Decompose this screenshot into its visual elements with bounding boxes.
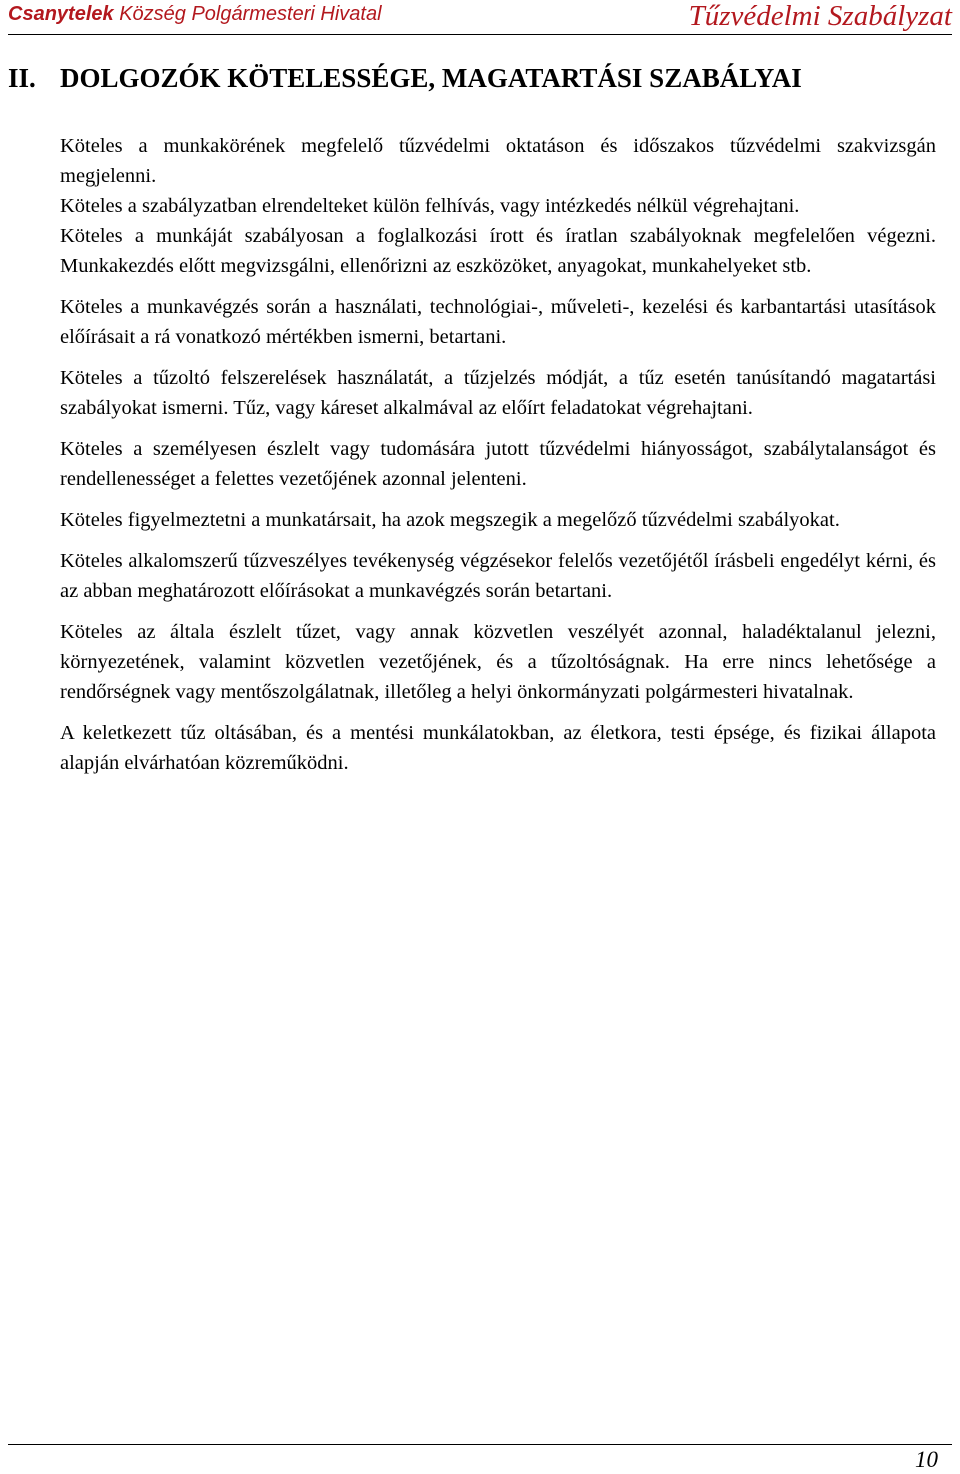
paragraph: Köteles a munkavégzés során a használati, technológiai-, műveleti-, kezelési és karbantartási utasítások előírásait a rá vonatkozó mértékben ismerni, betartani.: [60, 296, 936, 348]
header-document-title: Tűzvédelmi Szabályzat: [688, 0, 952, 32]
paragraph: A keletkezett tűz oltásában, és a mentési munkálatokban, az életkora, testi épsége, és fizikai állapota alapján elvárhatóan közreműködni.: [60, 722, 936, 774]
header-office: Község Polgármesteri Hivatal: [119, 3, 382, 25]
section-number: II.: [8, 63, 36, 93]
paragraph: Köteles figyelmeztetni a munkatársait, ha azok megszegik a megelőző tűzvédelmi szabályokat.: [60, 509, 840, 531]
paragraph: Köteles az általa észlelt tűzet, vagy annak közvetlen veszélyét azonnal, haladéktalanul jelezni, környezetének, valamint közvetlen vezetőjének, és a tűzoltóságnak. Ha erre nincs lehetősége a rendőrségnek vagy mentőszolgálatnak, illetőleg a helyi önkormányzati polgármesteri hivatalnak.: [60, 621, 936, 703]
header-office-name: [8, 3, 382, 26]
paragraph: Köteles a tűzoltó felszerelések használatát, a tűzjelzés módját, a tűz esetén tanúsítandó magatartási szabályokat ismerni. Tűz, vagy káreset alkalmával az előírt feladatokat végrehajtani.: [60, 367, 936, 419]
paragraph: Köteles a személyesen észlelt vagy tudomására jutott tűzvédelmi hiányosságot, szabálytalanságot és rendellenességet a felettes vezetőjének azonnal jelenteni.: [60, 438, 936, 490]
footer-divider: [8, 1444, 952, 1445]
page-number: 10: [915, 1447, 938, 1472]
paragraph: Köteles a munkakörének megfelelő tűzvédelmi oktatáson és időszakos tűzvédelmi szakvizsgán megjelenni.: [60, 135, 936, 187]
document-body: [60, 131, 936, 778]
paragraph: Köteles alkalomszerű tűzveszélyes tevékenység végzésekor felelős vezetőjétől írásbeli engedélyt kérni, és az abban meghatározott előírásokat a munkavégzés során betartani.: [60, 550, 936, 602]
section-heading: [8, 63, 802, 94]
paragraph: Köteles a szabályzatban elrendelteket külön felhívás, vagy intézkedés nélkül végrehajtani.: [60, 195, 800, 217]
header-brand: Csanytelek: [8, 3, 114, 25]
paragraph: Köteles a munkáját szabályosan a foglalkozási írott és íratlan szabályoknak megfelelően végezni. Munkakezdés előtt megvizsgálni, ellenőrizni az eszközöket, anyagokat, munkahelyeket stb.: [60, 225, 936, 277]
section-title: DOLGOZÓK KÖTELESSÉGE, MAGATARTÁSI SZABÁLYAI: [60, 63, 802, 93]
page-header: [8, 0, 952, 35]
